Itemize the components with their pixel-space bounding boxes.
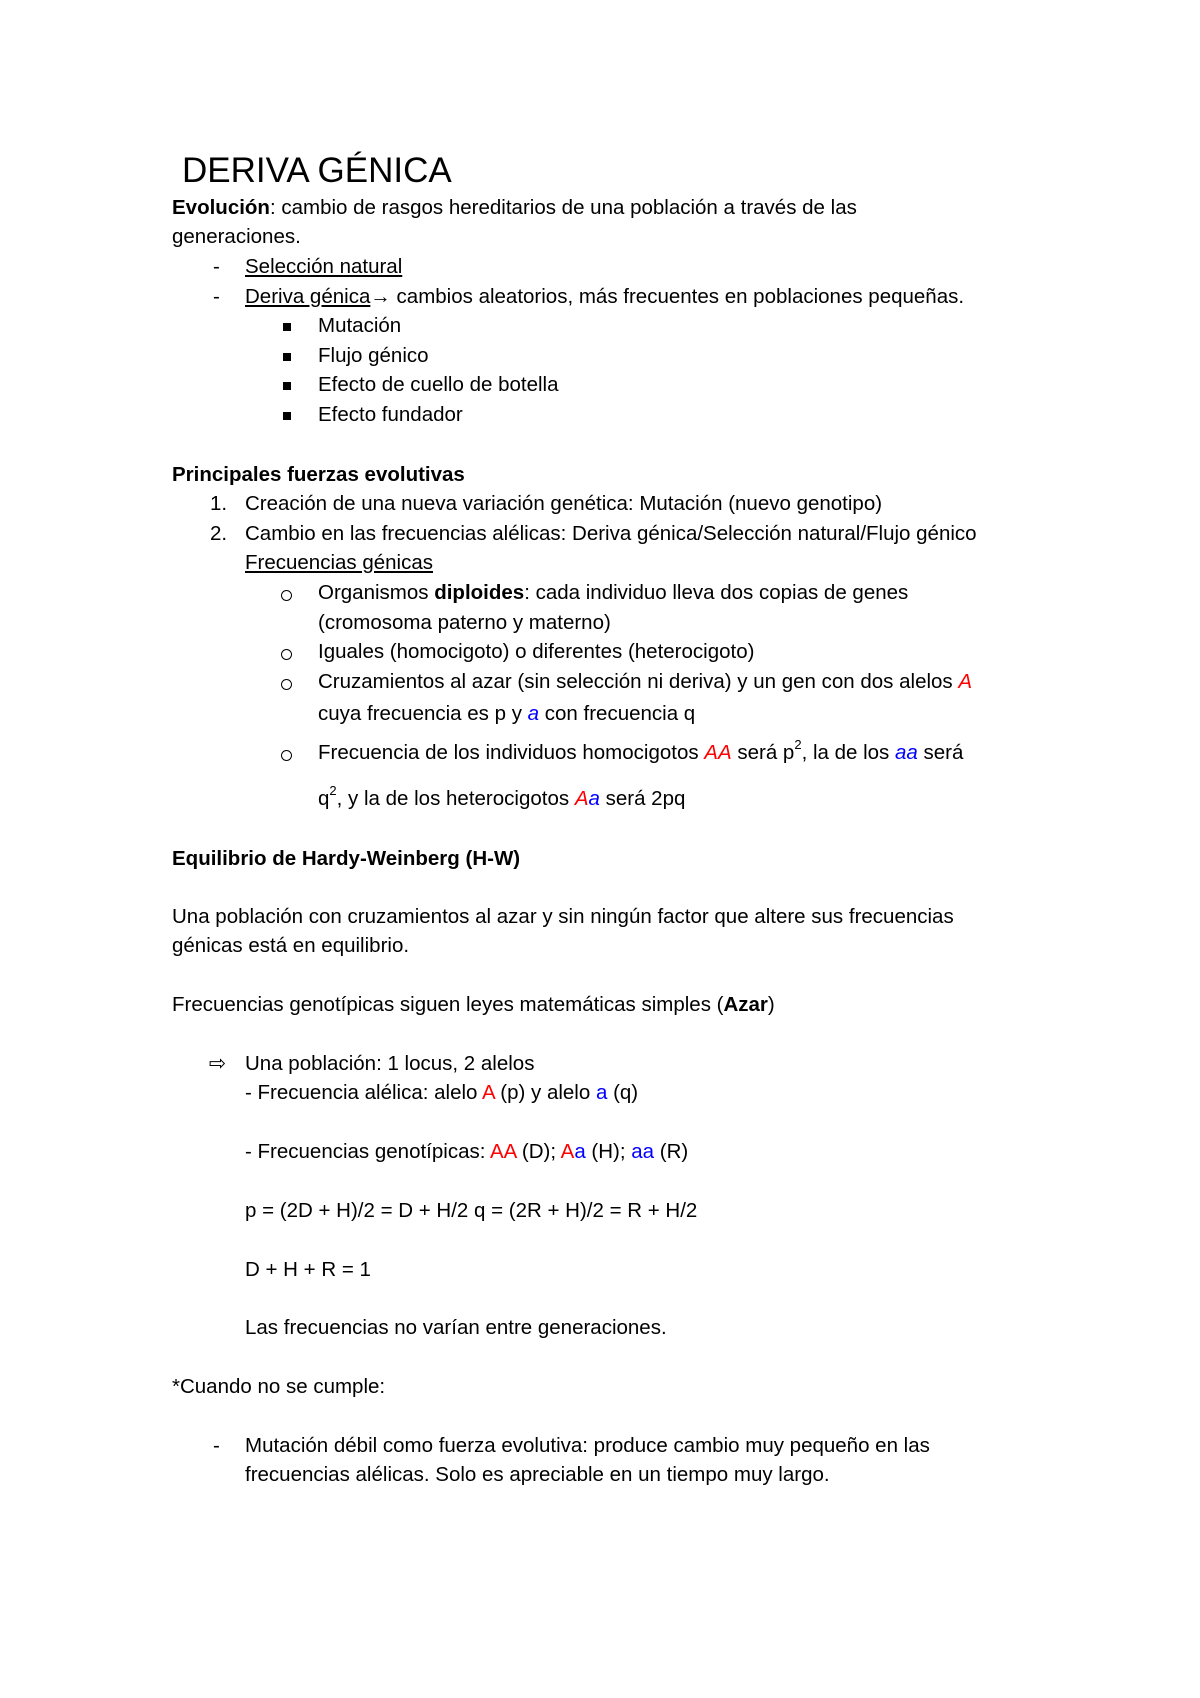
evolucion-definition-line2: generaciones. bbox=[172, 225, 301, 248]
o-item-text: Cruzamientos al azar (sin selección ni deriva) y un gen con dos alelos bbox=[318, 670, 959, 693]
paragraph-text: ) bbox=[767, 993, 775, 1016]
formula-p-q: p = (2D + H)/2 = D + H/2 q = (2R + H)/2 = R + H/2 bbox=[245, 1199, 698, 1222]
dash-bullet: - bbox=[213, 255, 220, 278]
o-item-diploides bbox=[318, 583, 908, 604]
formula-sum: D + H + R = 1 bbox=[245, 1258, 371, 1281]
hw-paragraph-line2: génicas está en equilibrio. bbox=[172, 934, 410, 957]
paragraph-text: (R) bbox=[654, 1140, 689, 1163]
o-item-text: con frecuencia q bbox=[539, 702, 696, 725]
paragraph-text: (p) y alelo bbox=[494, 1081, 596, 1104]
o-item-text: será p bbox=[731, 741, 795, 764]
sub-item-flujo-genico: Flujo génico bbox=[318, 344, 429, 367]
deriva-genica-item bbox=[245, 287, 964, 308]
o-item-text: Organismos bbox=[318, 581, 435, 604]
circle-bullet-icon bbox=[281, 750, 292, 761]
o-item-frecuencia-line2 bbox=[318, 783, 686, 810]
paragraph-text: (H); bbox=[585, 1140, 632, 1163]
seleccion-natural-item: Selección natural bbox=[245, 255, 403, 278]
evolucion-definition: : cambio de rasgos hereditarios de una población a través de las bbox=[269, 196, 857, 219]
square-bullet-icon bbox=[283, 412, 291, 420]
genotype-Aa-a: a bbox=[588, 787, 600, 810]
o-item-diploides-line2: (cromosoma paterno y materno) bbox=[318, 611, 611, 634]
allele-a: a bbox=[595, 1081, 608, 1104]
dash-bullet: - bbox=[213, 285, 220, 308]
sub-item-mutacion: Mutación bbox=[318, 314, 402, 337]
mutacion-debil-line1: Mutación débil como fuerza evolutiva: produce cambio muy pequeño en las bbox=[245, 1434, 930, 1457]
hw-paragraph-azar bbox=[172, 995, 775, 1016]
sub-item-cuello-botella: Efecto de cuello de botella bbox=[318, 373, 559, 396]
o-item-iguales: Iguales (homocigoto) o diferentes (heterocigoto) bbox=[318, 640, 755, 663]
o-item-text: Frecuencia de los individuos homocigotos bbox=[318, 741, 705, 764]
fuerza-item-1: Creación de una nueva variación genética: Mutación (nuevo genotipo) bbox=[245, 492, 883, 515]
square-bullet-icon bbox=[283, 323, 291, 331]
page-title: DERIVA GÉNICA bbox=[182, 151, 452, 190]
o-item-text: q bbox=[318, 787, 330, 810]
paragraph-text: - Frecuencia alélica: alelo bbox=[245, 1081, 483, 1104]
fuerzas-heading: Principales fuerzas evolutivas bbox=[172, 463, 465, 486]
superscript: 2 bbox=[329, 783, 337, 798]
o-item-cruzamientos-line2 bbox=[318, 704, 695, 725]
o-item-text: , la de los bbox=[801, 741, 896, 764]
sub-item-efecto-fundador: Efecto fundador bbox=[318, 403, 463, 426]
list-number: 1. bbox=[210, 492, 228, 515]
evolucion-definition-line1 bbox=[172, 198, 857, 219]
fuerza-item-2: Cambio en las frecuencias alélicas: Deriva génica/Selección natural/Flujo génico bbox=[245, 522, 977, 545]
o-item-cruzamientos bbox=[318, 672, 972, 693]
genotype-Aa-a: a bbox=[574, 1140, 586, 1163]
allele-a: a bbox=[527, 702, 540, 725]
evolucion-term: Evolución bbox=[172, 196, 270, 219]
o-item-text: será 2pq bbox=[599, 787, 686, 810]
genotype-AA: AA bbox=[490, 1140, 517, 1163]
superscript: 2 bbox=[794, 737, 802, 752]
genotype-aa: aa bbox=[631, 1140, 655, 1163]
no-varian-line: Las frecuencias no varían entre generaciones. bbox=[245, 1316, 667, 1339]
deriva-genica-description: cambios aleatorios, más frecuentes en poblaciones pequeñas. bbox=[390, 285, 965, 308]
diploides-term: diploides bbox=[434, 581, 525, 604]
allele-A: A bbox=[958, 670, 973, 693]
o-item-text: : cada individuo lleva dos copias de genes bbox=[524, 581, 909, 604]
paragraph-text: Frecuencias genotípicas siguen leyes matemáticas simples ( bbox=[172, 993, 724, 1016]
arrow-right-icon: → bbox=[370, 285, 391, 308]
arrow-bullet-icon: ⇨ bbox=[209, 1052, 227, 1075]
circle-bullet-icon bbox=[281, 679, 292, 690]
frecuencias-genicas-heading: Frecuencias génicas bbox=[245, 551, 434, 574]
paragraph-text: (D); bbox=[516, 1140, 561, 1163]
hw-paragraph-line1: Una población con cruzamientos al azar y sin ningún factor que altere sus frecuencias bbox=[172, 905, 954, 928]
o-item-text: , y la de los heterocigotos bbox=[336, 787, 575, 810]
genotype-Aa-A: A bbox=[560, 1140, 575, 1163]
dash-bullet: - bbox=[213, 1434, 220, 1457]
square-bullet-icon bbox=[283, 382, 291, 390]
o-item-text: será bbox=[917, 741, 964, 764]
azar-term: Azar bbox=[723, 993, 768, 1016]
paragraph-text: - Frecuencias genotípicas: bbox=[245, 1140, 490, 1163]
allele-A: A bbox=[482, 1081, 495, 1104]
mutacion-debil-line2: frecuencias alélicas. Solo es apreciable en un tiempo muy largo. bbox=[245, 1463, 830, 1486]
circle-bullet-icon bbox=[281, 590, 292, 601]
frecuencia-alelica-line bbox=[245, 1083, 638, 1104]
hardy-weinberg-heading: Equilibrio de Hardy-Weinberg (H-W) bbox=[172, 847, 521, 870]
genotype-AA: AA bbox=[704, 741, 732, 764]
genotype-Aa-A: A bbox=[574, 787, 589, 810]
poblacion-item: Una población: 1 locus, 2 alelos bbox=[245, 1052, 535, 1075]
deriva-genica-term: Deriva génica bbox=[245, 285, 371, 308]
circle-bullet-icon bbox=[281, 649, 292, 660]
cuando-no-se-cumple: *Cuando no se cumple: bbox=[172, 1375, 386, 1398]
o-item-frecuencia-homocigotos bbox=[318, 737, 964, 764]
square-bullet-icon bbox=[283, 353, 291, 361]
frecuencias-genotipicas-line bbox=[245, 1142, 688, 1163]
genotype-aa: aa bbox=[895, 741, 918, 764]
list-number: 2. bbox=[210, 522, 228, 545]
paragraph-text: (q) bbox=[607, 1081, 639, 1104]
o-item-text: cuya frecuencia es p y bbox=[318, 702, 528, 725]
